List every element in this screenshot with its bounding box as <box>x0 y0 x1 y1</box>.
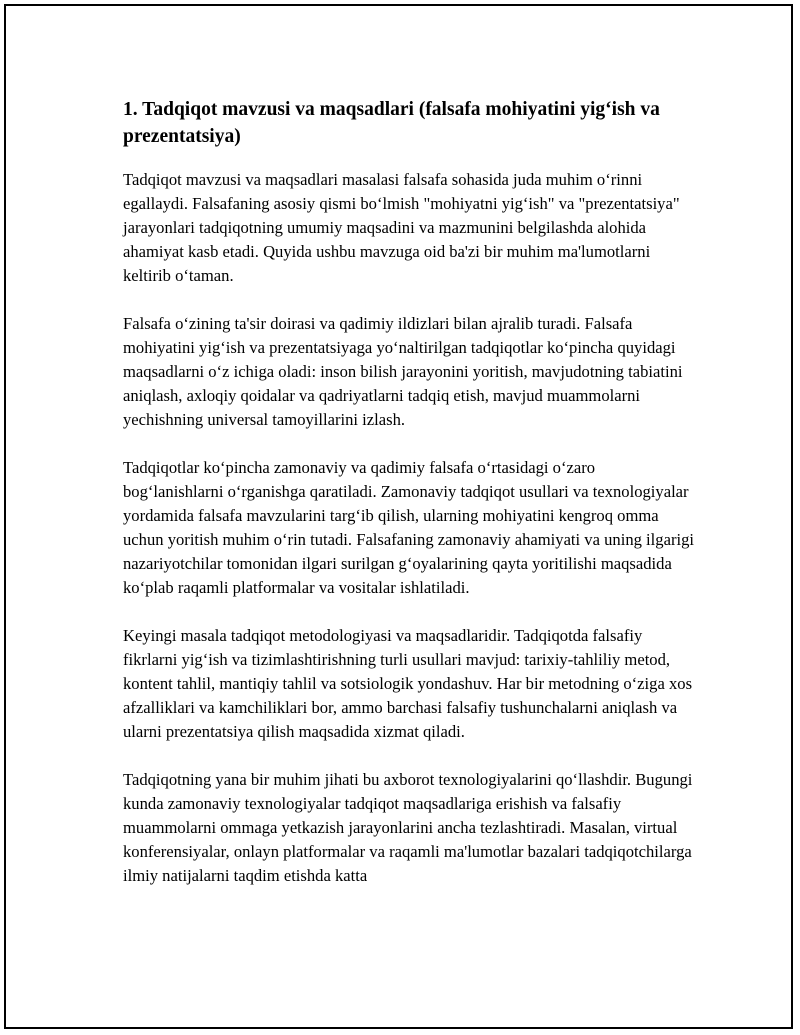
section-heading: 1. Tadqiqot mavzusi va maqsadlari (falsafa mohiyatini yig‘ish va prezentatsiya) <box>123 99 660 147</box>
document-body <box>120 96 696 912</box>
paragraph-4: Keyingi masala tadqiqot metodologiyasi va maqsadlaridir. Tadqiqotda falsafiy fikrlarni yig‘ish va tizimlashtirishning turli usullari mavjud: tarixiy-tahliliy metod, kontent tahlil, mantiqiy tahlil va sotsiologik yondashuv. Har bir metodning o‘ziga xos afzalliklari va kamchiliklari bor, ammo barchasi falsafiy tushunchalarni aniqlash va ularni prezentatsiya qilish maqsadida xizmat qiladi. <box>123 626 693 741</box>
page-frame <box>4 4 793 1029</box>
paragraph-5: Tadqiqotning yana bir muhim jihati bu axborot texnologiyalarini qo‘llashdir. Bugungi kunda zamonaviy texnologiyalar tadqiqot maqsadlariga erishish va falsafiy muammolarni ommaga yetkazish jarayonlarini ancha tezlashtiradi. Masalan, virtual konferensiyalar, onlayn platformalar va raqamli ma'lumotlar bazalari tadqiqotchilarga ilmiy natijalarni taqdim etishda katta <box>123 770 693 885</box>
paragraph-3: Tadqiqotlar ko‘pincha zamonaviy va qadimiy falsafa o‘rtasidagi o‘zaro bog‘lanishlarni o‘rganishga qaratiladi. Zamonaviy tadqiqot usullari va texnologiyalar yordamida falsafa mavzularini targ‘ib qilish, ularning mohiyatini kengroq omma uchun yoritish muhim o‘rin tutadi. Falsafaning zamonaviy ahamiyati va uning ilgarigi nazariyotchilar tomonidan ilgari surilgan g‘oyalarining qayta yoritilishi maqsadida ko‘plab raqamli platformalar va vositalar ishlatiladi. <box>123 458 694 597</box>
paragraph-1: Tadqiqot mavzusi va maqsadlari masalasi falsafa sohasida juda muhim o‘rinni egallaydi. Falsafaning asosiy qismi bo‘lmish "mohiyatni yig‘ish" va "prezentatsiya" jarayonlari tadqiqotning umumiy maqsadini va mazmunini belgilashda alohida ahamiyat kasb etadi. Quyida ushbu mavzuga oid ba'zi bir muhim ma'lumotlarni keltirib o‘taman. <box>123 170 680 285</box>
paragraph-2: Falsafa o‘zining ta'sir doirasi va qadimiy ildizlari bilan ajralib turadi. Falsafa mohiyatini yig‘ish va prezentatsiyaga yo‘naltirilgan tadqiqotlar ko‘pincha quyidagi maqsadlarni o‘z ichiga oladi: inson bilish jarayonini yoritish, mavjudotning tabiatini aniqlash, axloqiy qoidalar va qadriyatlarni tadqiq etish, mavjud muammolarni yechishning universal tamoyillarini izlash. <box>123 314 683 429</box>
